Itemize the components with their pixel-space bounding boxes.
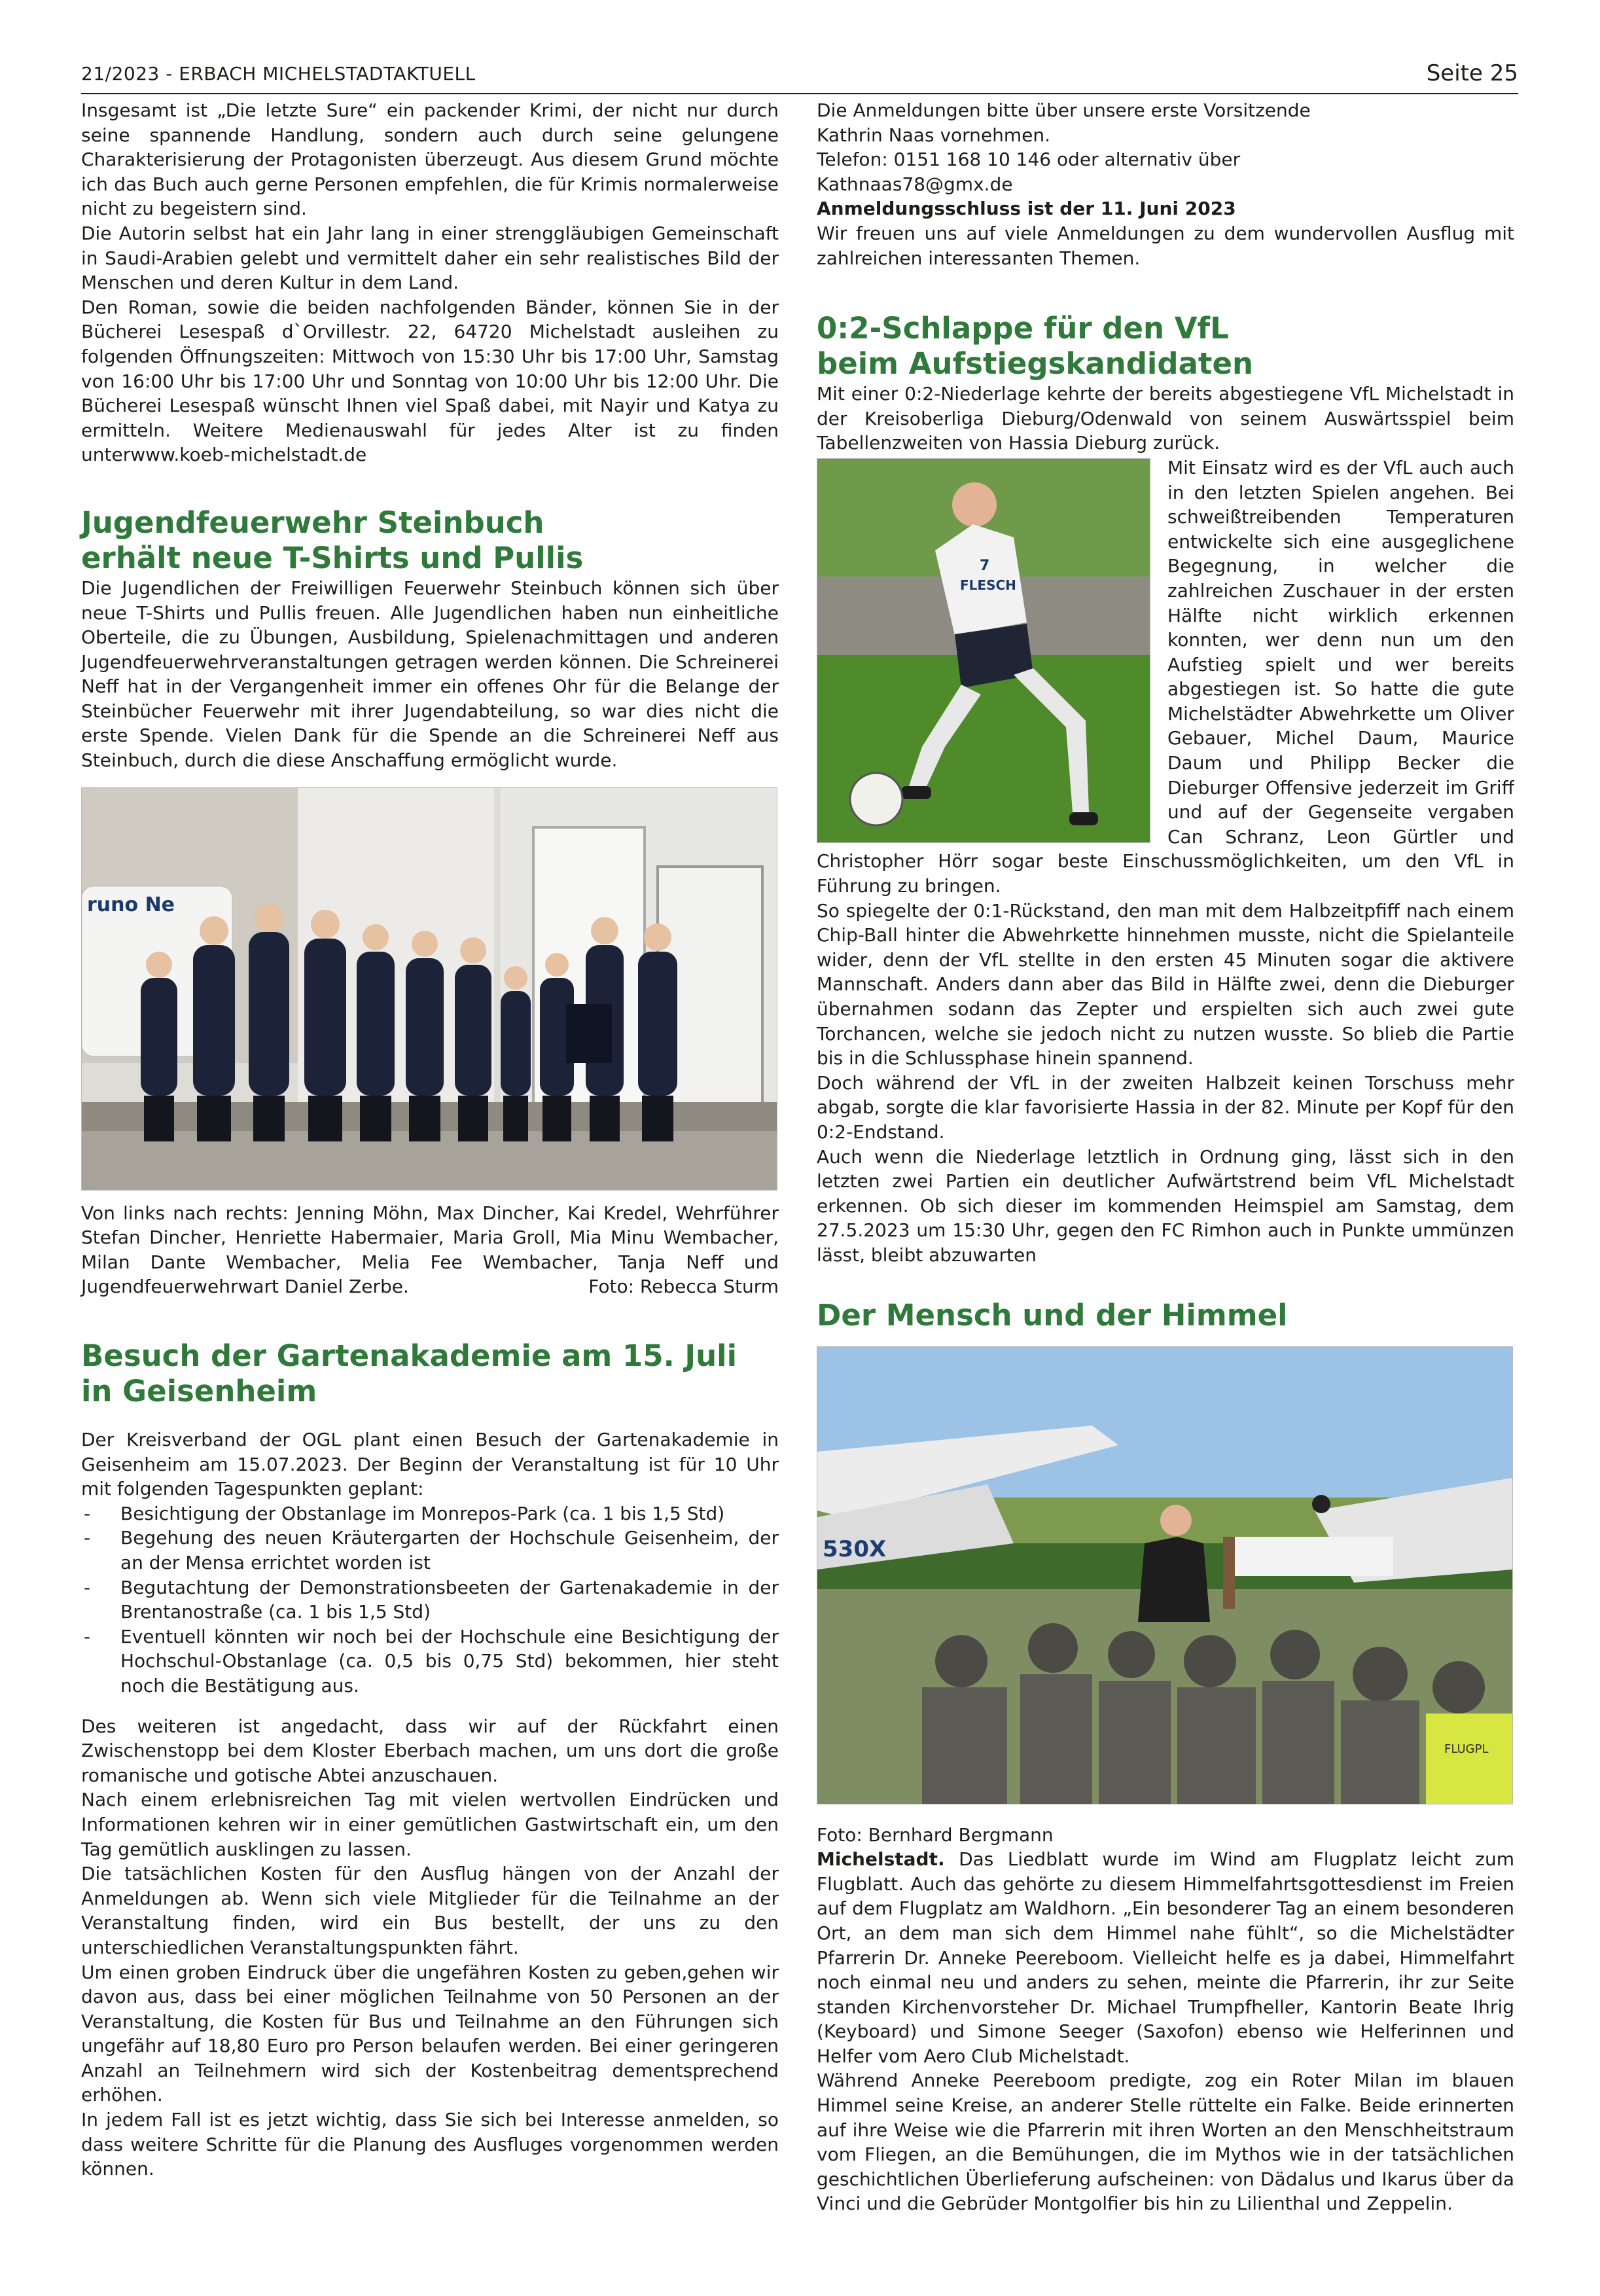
- photo-football: [817, 458, 1150, 843]
- article-paragraph: Auch wenn die Niederlage letztlich in Ordnung ging, lässt sich in den letzten zwei Partien ein deutlicher Aufwärtstrend beim VfL Michelstadt erkennen. Ob sich dieser im kommenden Heimspiel am Samstag, dem 27.5.2023 um 15:30 Uhr, gegen den FC Rimhon auch in Punkte ummünzen lässt, bleibt abzuwarten: [817, 1145, 1514, 1266]
- photo-jugendfeuerwehr: [81, 787, 777, 1191]
- intro-paragraph: Die Autorin selbst hat ein Jahr lang in einer strenggläubigen Gemeinschaft in Saudi-Arabien gelebt und vermittelt daher ein sehr realistisches Bild der Menschen und deren Kultur in dem Land.: [81, 222, 779, 294]
- page-number: Seite 25: [1426, 60, 1518, 86]
- article-paragraph: In jedem Fall ist es jetzt wichtig, dass Sie sich bei Interesse anmelden, so dass weitere Schritte für die Planung des Ausfluges vorgenommen werden können.: [81, 2109, 779, 2180]
- closing-line: Wir freuen uns auf viele Anmeldungen zu dem wundervollen Ausflug mit zahlreichen interessanten Themen.: [817, 222, 1514, 269]
- deadline-line: Anmeldungsschluss ist der 11. Juni 2023: [817, 198, 1236, 220]
- article-paragraph: Doch während der VfL in der zweiten Halbzeit keinen Torschuss mehr abgab, sorgte die klar favorisierte Hassia in der 82. Minute per Kopf für den 0:2-Endstand.: [817, 1071, 1514, 1143]
- article-body: Die Jugendlichen der Freiwilligen Feuerwehr Steinbuch können sich über neue T-Shirts und Pullis freuen. Alle Jugendlichen haben nun einheitliche Oberteile, die zu Übungen, Ausbildung, Spielenachmittagen und anderen Jugendfeuerwehrveranstaltungen getragen werden können. Die Schreinerei Neff hat in der Vergangenheit immer ein offenes Ohr für die Belange der Steinbücher Feuerwehr mit ihrer Jugendabteilung, so war dies nicht die erste Spende. Vielen Dank für die Spende an die Schreinerei Neff aus Steinbuch, durch die diese Anschaffung ermöglicht wurde.: [81, 577, 779, 772]
- contact-line: Kathrin Naas vornehmen.: [817, 124, 1051, 146]
- article-wrap-text: Mit Einsatz wird es der VfL auch auch in den letzten Spielen angehen. Bei schweißtreibenden Temperaturen entwickelte sich eine ausgeglichene Begegnung, in welcher die zahlreichen Zuschauer in der ersten Hälfte nicht wirklich erkennen konnten, wer denn nun um den Aufstieg spielt und wer bereits abgestiegen ist. So hatte die gute Michelstädter Abwehrkette um Oliver Gebauer, Michel Daum, Maurice Daum und Philipp Becker die Dieburger Offensive jederzeit im Griff und auf der Gegenseite vergaben Can Schranz, Leon Gürtler und Christopher Hörr sogar beste Einschussmöglichkeiten, um den VfL in Führung zu bringen.: [817, 456, 1514, 897]
- article-lead: Mit einer 0:2-Niederlage kehrte der bereits abgestiegene VfL Michelstadt in der Kreisoberliga Dieburg/Odenwald von seinem Auswärtsspiel beim Tabellenzweiten von Hassia Dieburg zurück.: [817, 383, 1514, 454]
- article-title-himmel: Der Mensch und der Himmel: [817, 1297, 1288, 1333]
- article-intro: Der Kreisverband der OGL plant einen Besuch der Gartenakademie in Geisenheim am 15.07.2023. Der Beginn der Veranstaltung ist für 10 Uhr mit folgenden Tagespunkten geplant:: [81, 1429, 779, 1500]
- page-header: [81, 60, 1518, 94]
- lead-text: Das Liedblatt wurde im Wind am Flugplatz leicht zum Flugblatt. Auch das gehörte zu diesem Himmelfahrtsgottesdienst im Freien auf dem Flugplatz am Waldhorn. „Ein besonderer Tag an einem besonderen Ort, an dem man sich dem Himmel nahe fühlt“, so die Michelstädter Pfarrerin Dr. Anneke Peereboom. Vielleicht helfe es ja dabei, Himmelfahrt noch einmal neu und anders zu sehen, meinte die Pfarrerin, ihr zur Seite standen Kirchenvorsteher Dr. Michael Trumpfheller, Kantorin Beate Ihrig (Keyboard) und Simone Seeger (Saxofon) ebenso wie Helferinnen und Helfer vom Aero Club Michelstadt.: [817, 1848, 1515, 2067]
- photo-credit: Foto: Rebecca Sturm: [588, 1276, 779, 1298]
- article-title-gartenakademie: Besuch der Gartenakademie am 15. Juli in Geisenheim: [81, 1338, 737, 1409]
- intro-paragraph: Insgesamt ist „Die letzte Sure“ ein packender Krimi, der nicht nur durch seine spannende Handlung, sondern auch durch seine gelungene Charakterisierung der Protagonisten überzeugt. Aus diesem Grund möchte ich das Buch auch gerne Personen empfehlen, die für Krimis normalerweise nicht zu begeistern sind.: [81, 99, 779, 220]
- article-paragraph: Während Anneke Peereboom predigte, zog ein Roter Milan im blauen Himmel seine Kreise, an anderer Stelle rüttelte ein Falke. Beide erinnerten auf ihre Weise wie die Pfarrerin mit ihren Worten an den Menschheitstraum vom Fliegen, an die Bemühungen, die im Mythos wie in der tatsächlichen geschichtlichen Überlieferung aufscheinen: von Dädalus und Ikarus über da Vinci und die Gebrüder Montgolfier bis hin zu Lilienthal und Zeppelin.: [817, 2070, 1514, 2215]
- intro-paragraph: Den Roman, sowie die beiden nachfolgenden Bänder, können Sie in der Bücherei Lesespaß d`Orvillestr. 22, 64720 Michelstadt ausleihen zu folgenden Öffnungszeiten: Mittwoch von 15:30 Uhr bis 17:00 Uhr, Samstag von 16:00 Uhr bis 17:00 Uhr und Sonntag von 10:00 Uhr bis 12:00 Uhr. Die Bücherei Lesespaß wünscht Ihnen viel Spaß dabei, mit Nayir und Katya zu ermitteln. Weitere Medienauswahl für jedes Alter ist zu finden unterwww.koeb-michelstadt.de: [81, 296, 779, 466]
- contact-line: Die Anmeldungen bitte über unsere erste Vorsitzende: [817, 99, 1311, 121]
- article-lead-paragraph: [817, 1847, 1514, 2068]
- plane-registration: 530X: [823, 1535, 887, 1562]
- right-column: [817, 98, 1514, 2216]
- article-paragraph: Um einen groben Eindruck über die ungefähren Kosten zu geben,gehen wir davon aus, dass bei einer möglichen Teilnahme von 50 Personen an der Veranstaltung, die Kosten für Bus und Teilnahme an den Führungen sich ungefähr auf 18,80 Euro pro Person belaufen werden. Bei einer geringeren Anzahl an Teilnehmern wird sich der Kostenbeitrag dementsprechend erhöhen.: [81, 1961, 779, 2106]
- list-item: - Begehung des neuen Kräutergarten der Hochschule Geisenheim, der an der Mensa errichtet worden ist: [81, 1526, 779, 1575]
- article-title-vfl: 0:2-Schlappe für den VfL beim Aufstiegskandidaten: [817, 311, 1254, 382]
- list-item: - Begutachtung der Demonstrationsbeeten der Gartenakademie in der Brentanostraße (ca. 1 bis 1,5 Std): [81, 1575, 779, 1624]
- jersey-number: 7: [980, 557, 990, 574]
- left-column: [81, 98, 779, 2181]
- dateline: Michelstadt.: [817, 1848, 945, 1871]
- contact-line: Telefon: 0151 168 10 146 oder alternativ über: [817, 149, 1241, 171]
- contact-email: Kathnaas78@gmx.de: [817, 173, 1013, 195]
- agenda-list: [81, 1501, 779, 1698]
- photo-caption: Von links nach rechts: Jenning Möhn, Max Dincher, Kai Kredel, Wehrführer Stefan Dincher, Henriette Habermaier, Maria Groll, Mia Minu Wembacher, Milan Dante Wembacher, Melia Fee Wembacher, Tanja Neff und Jugendfeuerwehrwart Daniel Zerbe.: [81, 1202, 779, 1298]
- van-text: runo Ne: [87, 893, 175, 916]
- photo-credit: Foto: Bernhard Bergmann: [817, 1823, 1054, 1846]
- photo-flugplatz: [817, 1346, 1513, 1804]
- article-paragraph: Die tatsächlichen Kosten für den Ausflug hängen von der Anzahl der Anmeldungen ab. Wenn sich viele Mitglieder für die Teilnahme an der Veranstaltung finden, wird ein Bus bestellt, der uns zu den unterschiedlichen Veranstaltungspunkten fährt.: [81, 1863, 779, 1958]
- vest-text: FLUGPL: [1444, 1742, 1489, 1756]
- article-paragraph: Nach einem erlebnisreichen Tag mit vielen wertvollen Eindrücken und Informationen kehren wir in einer gemütlichen Gastwirtschaft ein, um den Tag gemütlich ausklingen zu lassen.: [81, 1789, 779, 1860]
- article-paragraph: Des weiteren ist angedacht, dass wir auf der Rückfahrt einen Zwischenstopp bei dem Kloster Eberbach machen, um uns dort die große romanische und gotische Abtei anzuschauen.: [81, 1715, 779, 1786]
- article-title-jugendfeuerwehr: Jugendfeuerwehr Steinbuch erhält neue T-Shirts und Pullis: [81, 505, 584, 575]
- issue-label: 21/2023 - ERBACH MICHELSTADTAKTUELL: [81, 63, 476, 84]
- jersey-text: FLESCH: [960, 577, 1016, 593]
- article-paragraph: So spiegelte der 0:1-Rückstand, den man mit dem Halbzeitpfiff nach einem Chip-Ball hinter die Abwehrkette hinnehmen musste, nicht die Spielanteile wider, denn der VfL stellte in den ersten 45 Minuten sogar die aktivere Mannschaft. Anders dann aber das Bild in Hälfte zwei, denn die Dieburger übernahmen sodann das Zepter und erspielten sich auch zwei gute Torchancen, welche sie jedoch nicht zu nutzen wusste. So blieb die Partie bis in die Schlussphase hinein spannend.: [817, 899, 1514, 1069]
- list-item: - Eventuell könnten wir noch bei der Hochschule eine Besichtigung der Hochschul-Obstanlage (ca. 0,5 bis 0,75 Std) bekommen, hier steht noch die Bestätigung aus.: [81, 1624, 779, 1698]
- list-item: - Besichtigung der Obstanlage im Monrepos-Park (ca. 1 bis 1,5 Std): [81, 1501, 779, 1526]
